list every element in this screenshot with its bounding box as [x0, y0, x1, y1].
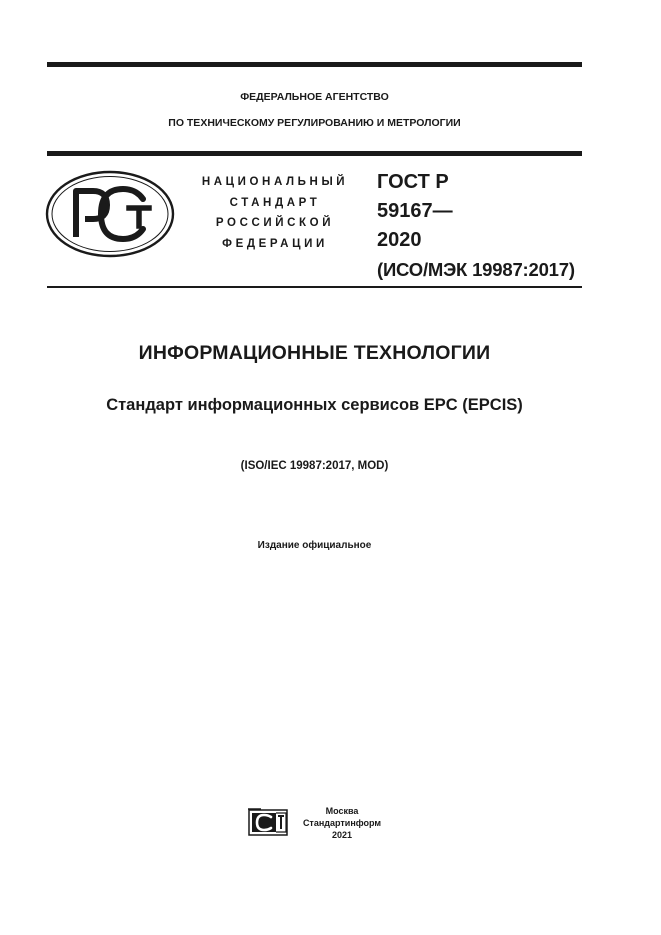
iso-reference: (ISO/IEC 19987:2017, MOD) [240, 460, 389, 472]
national-standard-line-3: РОССИЙСКОЙ [215, 217, 335, 229]
standartinform-logo-icon [248, 807, 288, 837]
designation-line-2: 59167— [377, 200, 453, 222]
agency-line-2: ПО ТЕХНИЧЕСКОМУ РЕГУЛИРОВАНИЮ И МЕТРОЛОГИИ [168, 117, 461, 129]
document-title: ИНФОРМАЦИОННЫЕ ТЕХНОЛОГИИ [138, 342, 491, 364]
publisher-name: Стандартинформ [302, 818, 382, 828]
document-subtitle: Стандарт информационных сервисов EPC (EPCIS) [106, 396, 523, 414]
national-standard-line-2: СТАНДАРТ [229, 196, 321, 209]
national-standard-block [190, 172, 360, 254]
designation-line-1: ГОСТ Р [377, 171, 449, 193]
standard-designation [377, 168, 575, 284]
designation-line-4: (ИСО/МЭК 19987:2017) [377, 259, 575, 280]
publisher-block [300, 805, 384, 841]
header-rule [47, 151, 582, 156]
agency-line-1: ФЕДЕРАЛЬНОЕ АГЕНТСТВО [240, 91, 389, 103]
publisher-year: 2021 [331, 830, 353, 840]
national-standard-line-1: НАЦИОНАЛЬНЫЙ [201, 176, 349, 188]
top-rule [47, 62, 582, 67]
designation-rule [47, 286, 582, 288]
publisher-city: Москва [325, 806, 359, 816]
designation-line-3: 2020 [377, 229, 422, 251]
rst-certification-emblem-icon [45, 170, 175, 258]
edition-label: Издание официальное [257, 540, 372, 551]
national-standard-line-4: ФЕДЕРАЦИИ [222, 237, 328, 250]
